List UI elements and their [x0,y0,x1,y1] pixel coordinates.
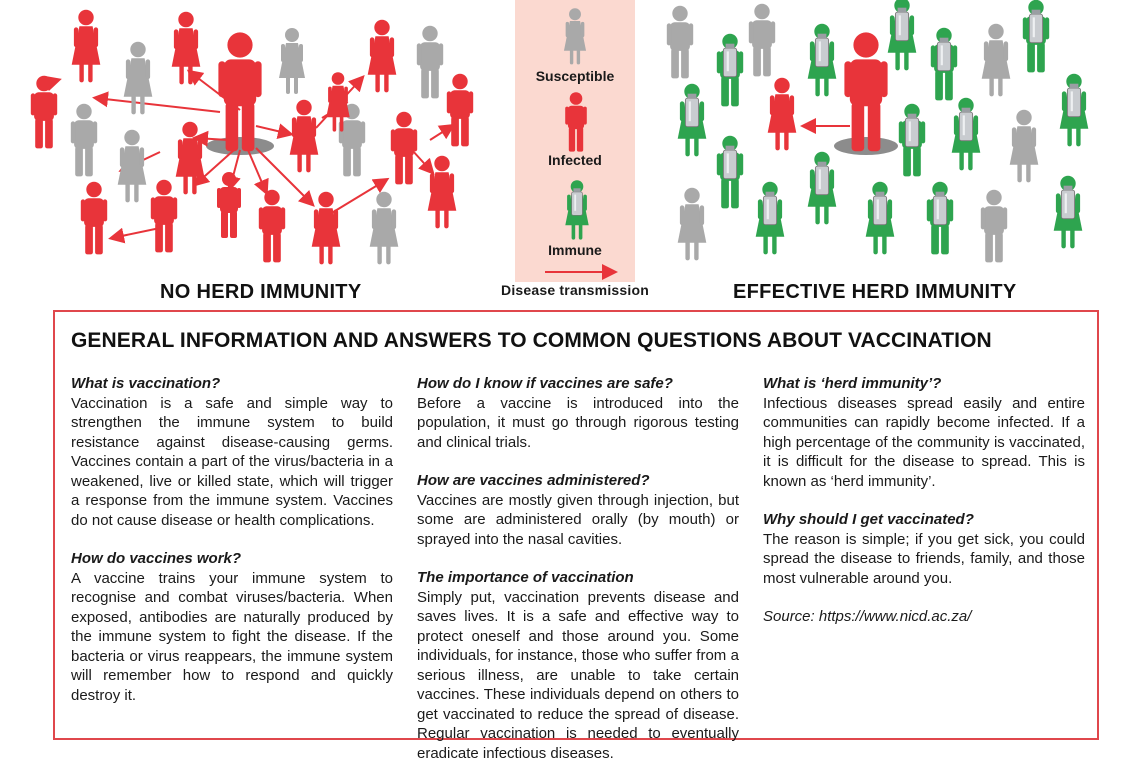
legend-infected-figure [565,92,587,151]
immune-person-figure [717,34,743,107]
infected-person-figure [172,12,201,85]
no-herd-immunity-scene [31,10,473,265]
immune-person-figure [808,24,837,97]
info-column-3 [763,374,1085,627]
susceptible-person-figure [417,26,443,99]
susceptible-person-figure [982,24,1011,97]
susceptible-person-figure [370,192,399,265]
legend-susceptible-label: Susceptible [505,68,645,84]
answer-how-vaccines-work: A vaccine trains your immune system to recognise and combat viruses/bacteria. When exposed, antibodies are naturally produced by the immune system to fight the disease. If the bacteria or virus reappears, the immune system will remember how to respond and quickly destroy it. [71,569,393,706]
susceptible-person-figure [118,130,147,203]
legend [545,8,614,272]
legend-immune-figure [565,180,588,239]
immune-person-figure [952,98,981,171]
immune-person-figure [678,84,707,157]
immune-person-figure [1054,176,1083,249]
answer-what-is-vaccination: Vaccination is a safe and simple way to strengthen the immune system to build resistance against disease-causing germs. Vaccines contain a part of the virus/bacteria in a weakened, live or killed state, which will trigger a response from the immune system. Vaccines do not cause disease or health complications. [71,394,393,531]
immune-person-figure [927,182,953,255]
info-column-1 [71,374,393,705]
infected-person-figure [428,156,457,229]
infected-person-figure [151,180,177,253]
infected-person-figure [312,192,341,265]
immune-person-figure [717,136,743,209]
susceptible-person-figure [279,28,305,94]
susceptible-person-figure [981,190,1007,263]
answer-vaccines-safe: Before a vaccine is introduced into the population, it must go through rigorous testing and clinical trials. [417,394,739,453]
immune-person-figure [899,104,925,177]
question-herd-immunity: What is ‘herd immunity’? [763,374,1085,394]
infected-person-figure [391,112,417,185]
answer-herd-immunity: Infectious diseases spread easily and entire communities can rapidly become infected. If a high percentage of the community is vaccinated, it is difficult for the disease to spread. This is known as ‘herd immunity’. [763,394,1085,492]
susceptible-person-figure [749,4,775,77]
question-what-is-vaccination: What is vaccination? [71,374,393,394]
question-vaccines-safe: How do I know if vaccines are safe? [417,374,739,394]
answer-why-get-vaccinated: The reason is simple; if you get sick, you could spread the disease to friends, family, and those most vulnerable around you. [763,530,1085,589]
immune-person-figure [888,0,917,70]
infected-person-figure [176,122,205,195]
susceptible-person-figure [667,6,693,79]
immune-person-figure [1060,74,1089,147]
infected-person-figure [72,10,101,83]
info-title: GENERAL INFORMATION AND ANSWERS TO COMMON QUESTIONS ABOUT VACCINATION [71,329,992,353]
infected-person-figure [368,20,397,93]
effective-herd-immunity-title: EFFECTIVE HERD IMMUNITY [733,281,1017,304]
susceptible-person-figure [1010,110,1039,183]
info-box [53,310,1099,740]
info-column-2 [417,374,739,763]
immune-person-figure [1023,0,1049,72]
legend-transmission-label: Disease transmission [470,282,680,298]
infected-person-figure [844,32,887,151]
immune-person-figure [756,182,785,255]
infected-person-figure [31,76,57,149]
susceptible-person-figure [71,104,97,177]
no-herd-immunity-title: NO HERD IMMUNITY [160,281,361,304]
question-importance-of-vaccination: The importance of vaccination [417,568,739,588]
question-vaccines-administered: How are vaccines administered? [417,471,739,491]
answer-importance-of-vaccination: Simply put, vaccination prevents disease and saves lives. It is a safe and effective way to protect oneself and those around you. Some individuals, for instance, those who suffer from a serious illness, are unable to take certain vaccines. These individuals depend on others to get vaccinated to reduce the spread of disease. Regular vaccination is needed to eventually eradicate infectious diseases. [417,588,739,763]
legend-infected-label: Infected [505,152,645,168]
effective-herd-immunity-scene [667,0,1089,262]
infected-person-figure [217,172,241,238]
susceptible-person-figure [678,188,707,261]
infected-person-figure [768,78,797,151]
source-citation: Source: https://www.nicd.ac.za/ [763,607,1085,627]
question-why-get-vaccinated: Why should I get vaccinated? [763,510,1085,530]
legend-susceptible-figure [564,8,586,64]
immune-person-figure [808,152,837,225]
legend-immune-label: Immune [505,242,645,258]
immune-person-figure [866,182,895,255]
immune-person-figure [931,28,957,101]
answer-vaccines-administered: Vaccines are mostly given through injection, but some are administered orally (by mouth) or sprayed into the nasal cavities. [417,491,739,550]
infected-person-figure [218,32,261,151]
infected-person-figure [81,182,107,255]
infected-person-figure [290,100,319,173]
infected-person-figure [259,190,285,263]
question-how-vaccines-work: How do vaccines work? [71,549,393,569]
infected-person-figure [447,74,473,147]
